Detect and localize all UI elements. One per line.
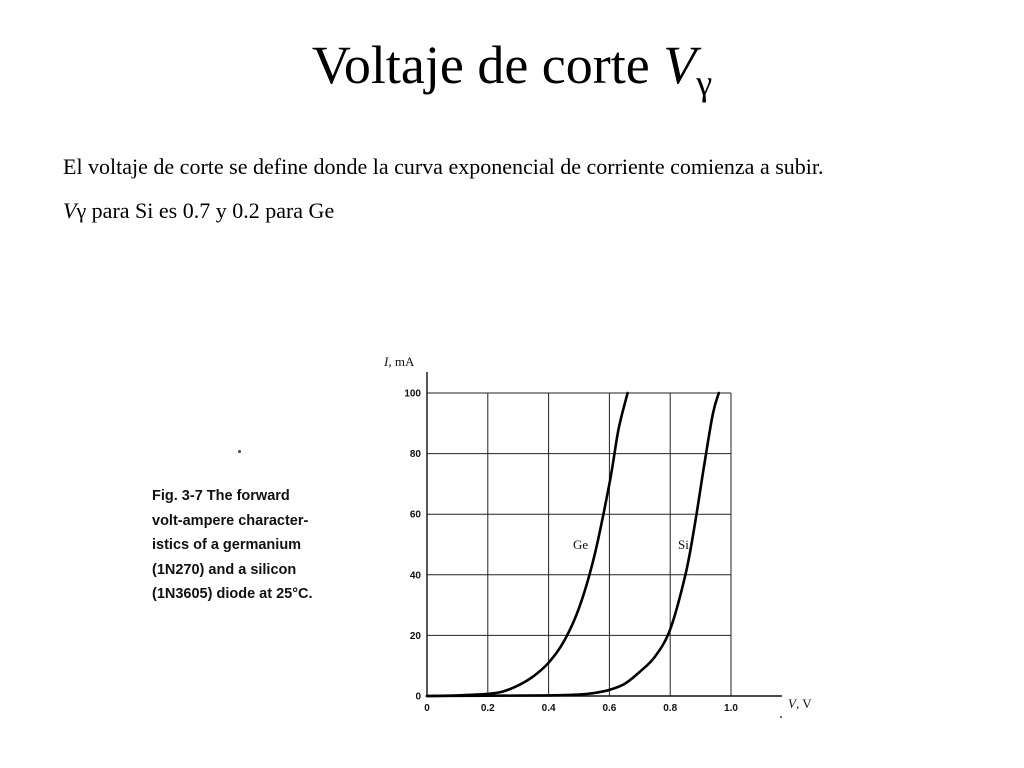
caption-line: Fig. 3-7 The forward bbox=[152, 488, 290, 504]
y-tick-label: 100 bbox=[404, 388, 421, 400]
series-curve-ge bbox=[427, 393, 628, 696]
x-tick-label: 0.2 bbox=[480, 703, 495, 714]
body-line-2-text: γ para Si es 0.7 y 0.2 para Ge bbox=[76, 198, 335, 223]
x-axis-label: V, V bbox=[788, 696, 812, 711]
x-tick-label: 0.6 bbox=[602, 703, 617, 714]
caption-line: istics of a germanium bbox=[152, 537, 302, 553]
caption-line: (1N3605) diode at 25°C. bbox=[152, 586, 313, 602]
title-variable-v: V bbox=[663, 35, 697, 95]
y-tick-label: 40 bbox=[409, 570, 421, 582]
y-tick-label: 0 bbox=[415, 691, 421, 703]
y-tick-label: 60 bbox=[409, 509, 421, 521]
caption-line: volt-ampere character- bbox=[152, 512, 309, 529]
series-label-si: Si bbox=[678, 537, 689, 552]
y-axis-label: I, mA bbox=[384, 354, 415, 369]
x-tick-label: 0 bbox=[424, 703, 430, 714]
body-line-2-variable: V bbox=[63, 198, 77, 223]
title-subscript-gamma: γ bbox=[696, 63, 713, 103]
x-tick-label: 1.0 bbox=[724, 703, 738, 714]
caption-line: (1N270) and a silicon bbox=[152, 561, 297, 578]
y-tick-label: 20 bbox=[409, 630, 421, 642]
series-label-ge: Ge bbox=[573, 537, 589, 552]
body-line-1: El voltaje de corte se define donde la curva exponencial de corriente comienza a subir. bbox=[63, 154, 824, 179]
x-tick-label: 0.4 bbox=[541, 703, 556, 714]
y-tick-label: 80 bbox=[409, 449, 421, 461]
title-text: Voltaje de corte bbox=[311, 35, 664, 95]
x-tick-label: 0.8 bbox=[663, 703, 678, 714]
